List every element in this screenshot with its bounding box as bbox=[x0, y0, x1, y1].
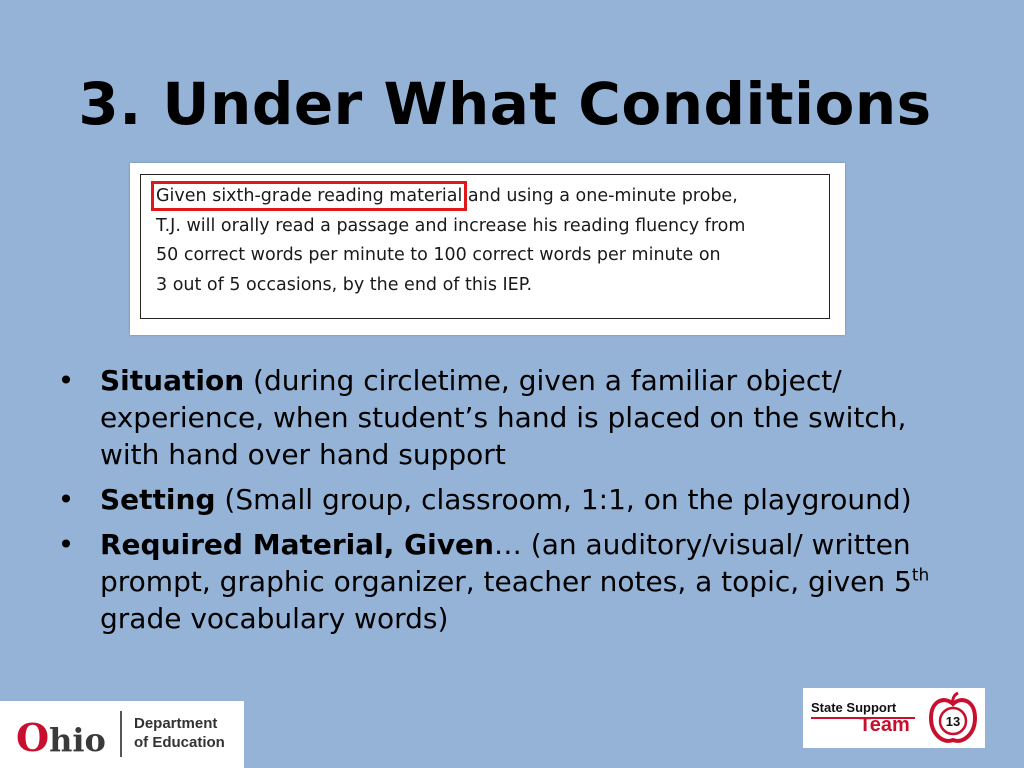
sst-number: 13 bbox=[945, 714, 961, 729]
goal-excerpt-image bbox=[130, 163, 845, 335]
slide-title: 3. Under What Conditions bbox=[78, 70, 932, 138]
excerpt-line-1-rest: and using a one-minute probe, bbox=[462, 186, 738, 206]
ohio-word-rest: hio bbox=[49, 721, 106, 759]
excerpt-line-4: 3 out of 5 occasions, by the end of this IEP. bbox=[156, 274, 533, 295]
setting-description: (Small group, classroom, 1:1, on the playground) bbox=[215, 483, 912, 516]
highlighted-condition: Given sixth-grade reading material bbox=[156, 186, 463, 206]
ohio-dept-line-2: of Education bbox=[134, 734, 225, 751]
conditions-list bbox=[56, 362, 956, 645]
state-support-team-logo bbox=[803, 688, 985, 748]
list-item-situation bbox=[56, 362, 956, 473]
ohio-dept-line-1: Department bbox=[134, 715, 218, 732]
situation-description: (during circletime, given a familiar object/ experience, when student’s hand is placed on the switch, with hand over hand support bbox=[100, 364, 907, 471]
required-material-description-end: grade vocabulary words) bbox=[100, 602, 449, 635]
list-item-setting bbox=[56, 481, 956, 518]
bullet-icon: • bbox=[57, 364, 75, 397]
ohio-initial: O bbox=[16, 715, 50, 760]
ohio-department-of-education-logo bbox=[0, 701, 244, 768]
ordinal-superscript: th bbox=[911, 565, 930, 586]
logo-divider bbox=[120, 711, 122, 757]
ohio-wordmark bbox=[16, 715, 106, 760]
term-situation: Situation bbox=[100, 364, 245, 397]
excerpt-line-2: T.J. will orally read a passage and increase his reading fluency from bbox=[156, 215, 746, 236]
term-required-material: Required Material, Given bbox=[100, 528, 494, 561]
term-setting: Setting bbox=[100, 483, 216, 516]
bullet-icon: • bbox=[57, 528, 75, 561]
sst-line-1: State Support bbox=[811, 700, 897, 715]
list-item-required-material bbox=[56, 526, 956, 637]
apple-icon bbox=[925, 690, 981, 746]
excerpt-line-1 bbox=[156, 182, 836, 212]
excerpt-line-3: 50 correct words per minute to 100 correct words per minute on bbox=[156, 245, 721, 265]
excerpt-text bbox=[156, 182, 836, 300]
ohio-dept-text bbox=[134, 714, 225, 752]
sst-line-2: Team bbox=[859, 714, 910, 736]
bullet-icon: • bbox=[57, 483, 75, 516]
required-material-description: … (an auditory/visual/ written prompt, graphic organizer, teacher notes, a topic, given 5 bbox=[100, 528, 912, 598]
